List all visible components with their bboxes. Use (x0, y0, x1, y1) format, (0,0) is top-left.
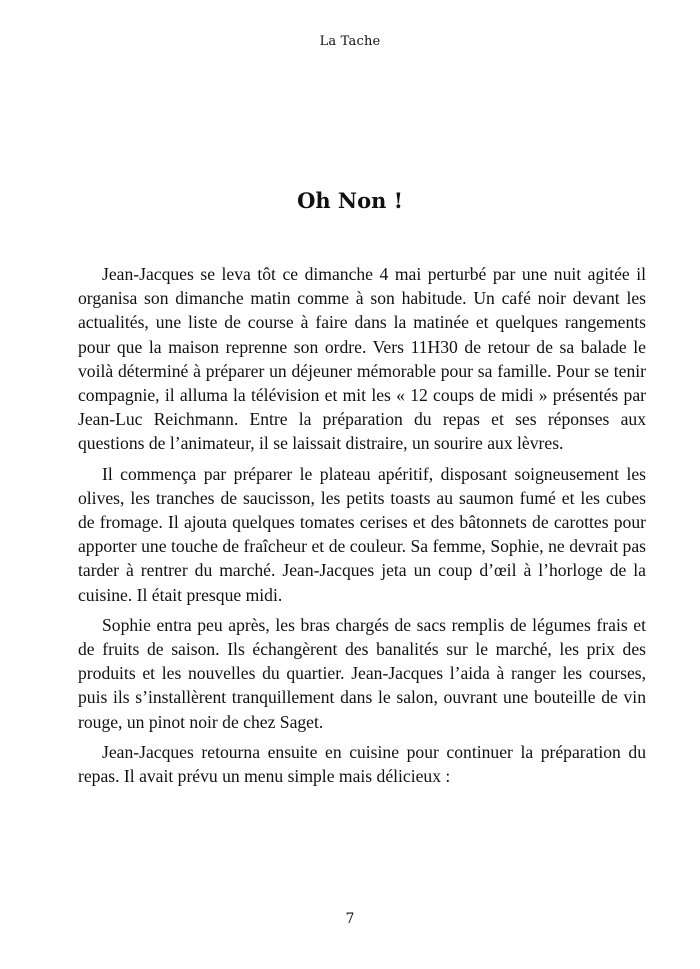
paragraph: Jean-Jacques se leva tôt ce dimanche 4 mai perturbé par une nuit agitée il organisa son dimanche matin comme à son habitude. Un café noir devant les actualités, une liste de course à faire dans la matinée et quelques rangements pour que la maison reprenne son ordre. Vers 11H30 de retour de sa balade le voilà déterminé à préparer un déjeuner mémorable pour sa famille. Pour se tenir compagnie, il alluma la télévision et mit les « 12 coups de midi » présentés par Jean-Luc Reichmann. Entre la préparation du repas et ses réponses aux questions de l’animateur, il se laissait distraire, un sourire aux lèvres. (78, 264, 646, 454)
running-header: La Tache (319, 34, 381, 49)
chapter-title: Oh Non ! (297, 188, 403, 213)
body-text (78, 262, 646, 794)
paragraph: Sophie entra peu après, les bras chargés de sacs remplis de légumes frais et de fruits de saison. Ils échangèrent des banalités sur le marché, les prix des produits et les nouvelles du quartier. Jean-Jacques l’aida à ranger les courses, puis ils s’installèrent tranquillement dans le salon, ouvrant une bouteille de vin rouge, un pinot noir de chez Saget. (78, 614, 646, 732)
page-number: 7 (345, 911, 355, 927)
paragraph: Il commença par préparer le plateau apéritif, disposant soigneusement les olives, les tranches de saucisson, les petits toasts au saumon fumé et les cubes de fromage. Il ajouta quelques tomates cerises et des bâtonnets de carottes pour apporter une touche de fraîcheur et de couleur. Sa femme, Sophie, ne devrait pas tarder à rentrer du marché. Jean-Jacques jeta un coup d’œil à l’horloge de la cuisine. Il était presque midi. (78, 463, 646, 605)
paragraph: Jean-Jacques retourna ensuite en cuisine pour continuer la préparation du repas. Il avait prévu un menu simple mais délicieux : (78, 741, 646, 787)
